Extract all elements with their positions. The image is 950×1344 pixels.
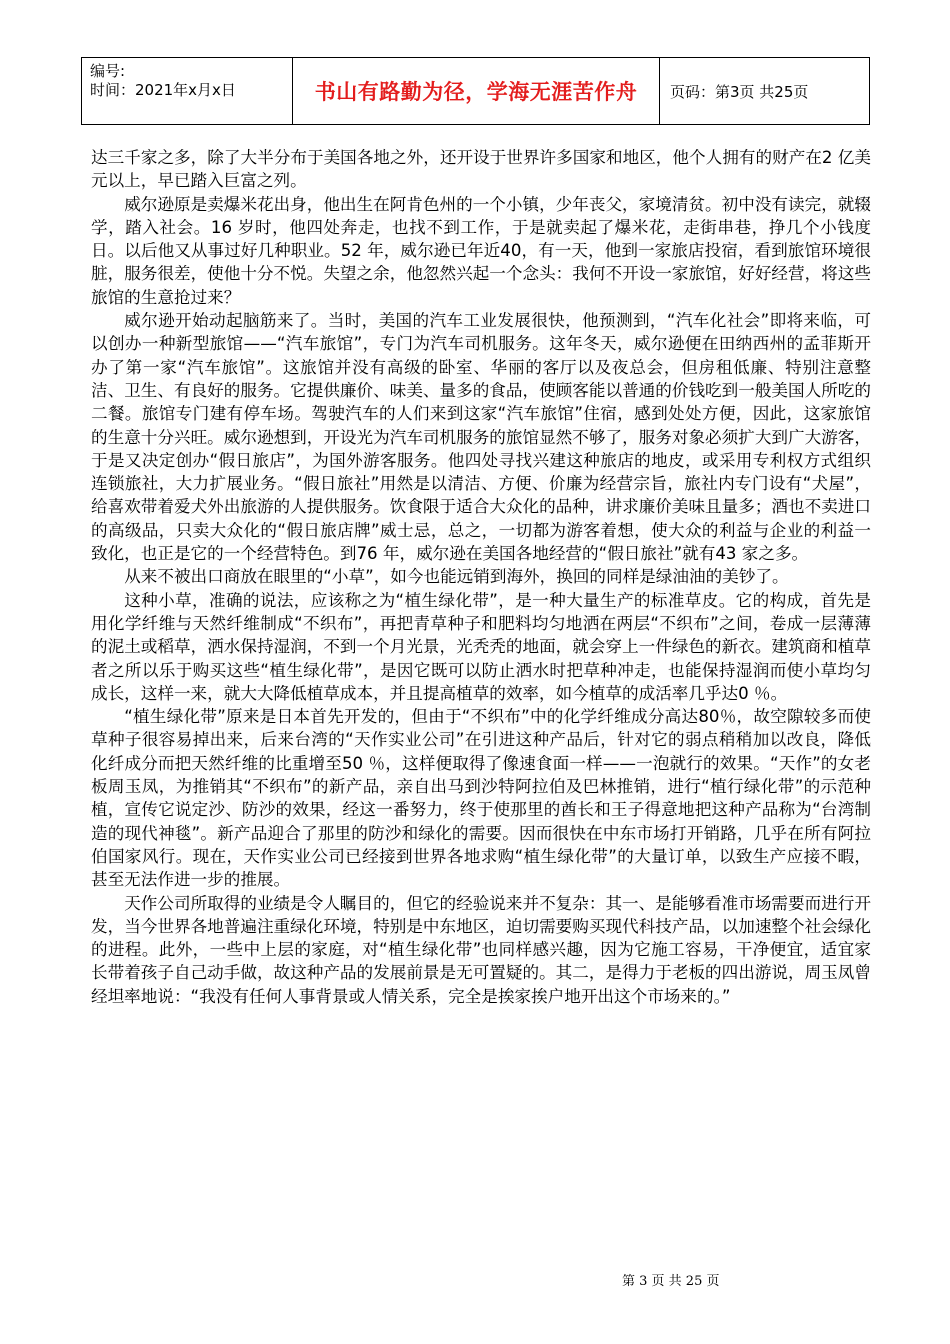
paragraph-4: 从来不被出口商放在眼里的“小草”，如今也能远销到海外，换回的同样是绿油油的美钞了。 bbox=[124, 567, 789, 587]
header-meta bbox=[82, 58, 293, 124]
header-number-label: 编号: bbox=[90, 62, 126, 80]
page-header bbox=[81, 57, 870, 125]
paragraph-3: 威尔逊开始动起脑筋来了。当时，美国的汽车工业发展很快，他预测到，“汽车化社会”即将来临，可以创办一种新型旅馆——“汽车旅馆”，专门为汽车司机服务。这年冬天，威尔逊便在田纳西州的孟菲斯开办了第一家“汽车旅馆”。这旅馆并没有高级的卧室、华丽的客厅以及夜总会，但房租低廉、特别注意整洁、卫生、有良好的服务。它提供廉价、味美、量多的食品，使顾客能以普通的价钱吃到一般美国人所吃的二餐。旅馆专门建有停车场。驾驶汽车的人们来到这家“汽车旅馆”住宿，感到处处方便，因此，这家旅馆的生意十分兴旺。威尔逊想到，开设光为汽车司机服务的旅馆显然不够了，服务对象必须扩大到广大游客，于是又决定创办“假日旅店”，为国外游客服务。他四处寻找兴建这种旅店的地皮，或采用专利权方式组织连锁旅社，大力扩展业务。“假日旅社”用然是以清洁、方便、价廉为经营宗旨，旅社内专门设有“犬屋”，给喜欢带着爱犬外出旅游的人提供服务。饮食限于适合大众化的品种，讲求廉价美味且量多；酒也不卖进口的高级品，只卖大众化的“假日旅店牌”威士忌，总之，一切都为游客着想，使大众的利益与企业的利益一致化，也正是它的一个经营特色。到76 年，威尔逊在美国各地经营的“假日旅社”就有43 家之多。 bbox=[91, 311, 871, 564]
header-time: 时间：2021年x月x日 bbox=[90, 81, 236, 99]
paragraph-7: 天作公司所取得的业绩是令人瞩目的，但它的经验说来并不复杂：其一、是能够看准市场需要而进行开发，当今世界各地普遍注重绿化环境，特别是中东地区，迫切需要购买现代科技产品，以加速整个社会绿化的进程。此外，一些中上层的家庭，对“植生绿化带”也同样感兴趣，因为它施工容易，干净便宜，适宜家长带着孩子自己动手做，故这种产品的发展前景是无可置疑的。其二，是得力于老板的四出游说，周玉凤曾经坦率地说：“我没有任何人事背景或人情关系，完全是挨家挨户地开出这个市场来的。” bbox=[91, 893, 871, 1006]
paragraph-2: 威尔逊原是卖爆米花出身，他出生在阿肯色州的一个小镇，少年丧父，家境清贫。初中没有读完，就辍学，踏入社会。16 岁时，他四处奔走，也找不到工作，于是就卖起了爆米花，走街串巷，挣几个小钱度日。以后他又从事过好几种职业。52 年，威尔逊已年近40，有一天，他到一家旅店投宿，看到旅馆环境很脏，服务很差，使他十分不悦。失望之余，他忽然兴起一个念头：我何不开设一家旅馆，好好经营，将这些旅馆的生意抢过来？ bbox=[91, 194, 871, 307]
paragraph-5: 这种小草，准确的说法，应该称之为“植生绿化带”，是一种大量生产的标准草皮。它的构成，首先是用化学纤维与天然纤维制成“不织布”，再把青草种子和肥料均匀地洒在两层“不织布”之间，卷成一层薄薄的泥土或稻草，洒水保持湿润，不到一个月光景，光秃秃的地面，就会穿上一件绿色的新衣。建筑商和植草者之所以乐于购买这些“植生绿化带”，是因它既可以防止洒水时把草种冲走，也能保持湿润而使小草均匀成长，这样一来，就大大降低植草成本，并且提高植草的效率，如今植草的成活率几乎达0 ％。 bbox=[91, 590, 871, 703]
header-motto-cell bbox=[293, 58, 660, 124]
document-body bbox=[91, 146, 871, 1008]
page-footer: 第 3 页 共 25 页 bbox=[622, 1274, 720, 1289]
paragraph-6: “植生绿化带”原来是日本首先开发的，但由于“不织布”中的化学纤维成分高达80％，故空隙较多而使草种子很容易掉出来，后来台湾的“天作实业公司”在引进这种产品后，针对它的弱点稍稍加以改良，降低化纤成分而把天然纤维的比重增至50 ％，这样便取得了像速食面一样——一泡就行的效果。“天作”的女老板周玉凤，为推销其“不织布”的新产品，亲自出马到沙特阿拉伯及巴林推销，进行“植行绿化带”的示范种植，宣传它说定沙、防沙的效果，经这一番努力，终于使那里的酋长和王子得意地把这种产品称为“台湾制造的现代神毯”。新产品迎合了那里的防沙和绿化的需要。因而很快在中东市场打开销路，几乎在所有阿拉伯国家风行。现在，天作实业公司已经接到世界各地求购“植生绿化带”的大量订单，以致生产应接不暇，甚至无法作进一步的推展。 bbox=[91, 707, 871, 890]
header-motto: 书山有路勤为径，学海无涯苦作舟 bbox=[314, 80, 638, 104]
header-page-cell bbox=[660, 58, 869, 124]
paragraph-1: 达三千家之多，除了大半分布于美国各地之外，还开设于世界许多国家和地区，他个人拥有的财产在2 亿美元以上，早已踏入巨富之列。 bbox=[91, 148, 871, 191]
header-page-info: 页码：第3页 共25页 bbox=[670, 82, 809, 101]
